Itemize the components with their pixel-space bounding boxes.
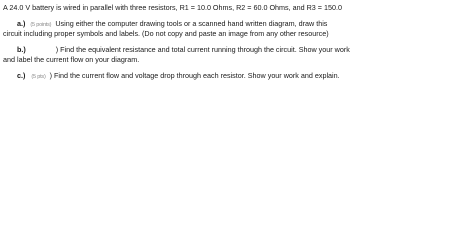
part-c-line1 [17, 72, 340, 81]
part-a-label: a.) [17, 19, 26, 28]
part-a-text2: circuit including proper symbols and labels. (Do not copy and paste an image from any other resource) [3, 29, 329, 38]
part-a-text1: Using either the computer drawing tools or a scanned hand written diagram, draw this [55, 19, 328, 28]
part-b-text2: and label the current flow on your diagram. [3, 55, 140, 64]
part-a-line1 [17, 20, 327, 29]
part-b-line1 [17, 46, 350, 53]
part-b-text1: ) Find the equivalent resistance and total current running through the circuit. Show your work [55, 45, 350, 54]
part-c-text1: ) Find the current flow and voltage drop through each resistor. Show your work and explain. [49, 71, 340, 80]
part-c-label: c.) [17, 71, 26, 80]
part-c-points: (5 pts) [31, 74, 46, 80]
part-a-points: (5 points) [30, 22, 52, 28]
problem-intro: A 24.0 V battery is wired in parallel with three resistors, R1 = 10.0 Ohms, R2 = 60.0 Ohms, and R3 = 150.0 [3, 3, 342, 12]
part-b-label: b.) [17, 45, 26, 54]
